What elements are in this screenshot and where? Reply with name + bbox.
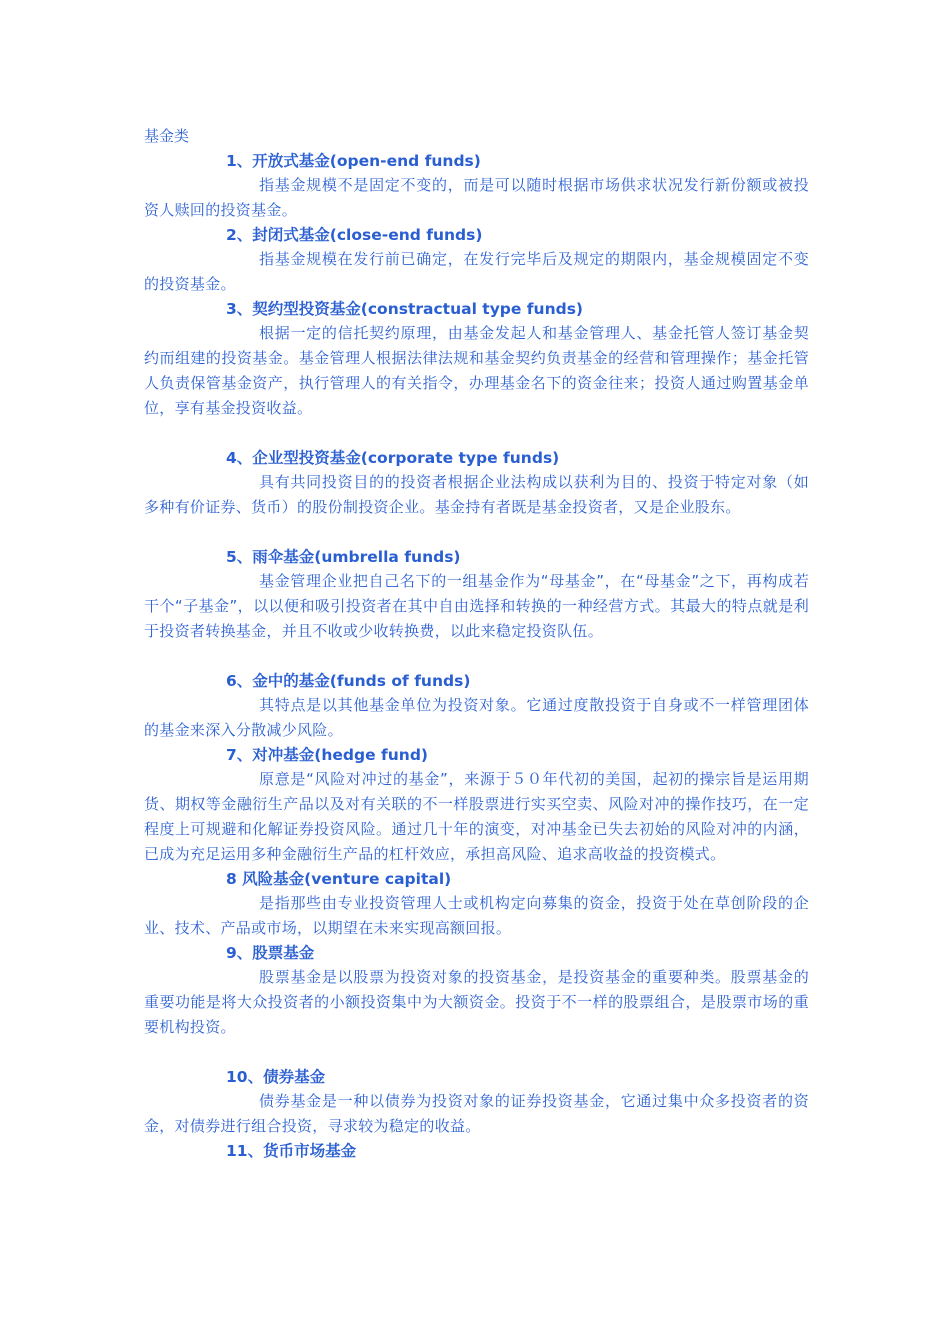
section-money-market-fund	[144, 1139, 809, 1163]
section-heading: 7、对冲基金(hedge fund)	[226, 746, 429, 764]
blank-line	[144, 1040, 809, 1065]
section-venture-capital	[144, 867, 809, 941]
section-umbrella-funds	[144, 545, 809, 644]
document-page	[144, 124, 809, 1163]
section-heading: 4、企业型投资基金(corporate type funds)	[226, 449, 560, 467]
section-contractual-funds	[144, 297, 809, 421]
section-heading: 1、开放式基金(open-end funds)	[226, 152, 481, 170]
section-paragraph: 其特点是以其他基金单位为投资对象。它通过度散投资于自身或不一样管理团体的基金来深入分散减少风险。	[144, 696, 809, 739]
category-title: 基金类	[144, 127, 190, 145]
section-heading: 6、金中的基金(funds of funds)	[226, 672, 471, 690]
section-open-end-funds	[144, 149, 809, 223]
section-paragraph: 是指那些由专业投资管理人士或机构定向募集的资金，投资于处在草创阶段的企业、技术、产品或市场，以期望在未来实现高额回报。	[144, 894, 809, 937]
section-stock-fund	[144, 941, 809, 1040]
blank-line	[144, 421, 809, 446]
section-heading: 11、货币市场基金	[226, 1142, 357, 1160]
section-funds-of-funds	[144, 669, 809, 743]
section-hedge-fund	[144, 743, 809, 867]
section-close-end-funds	[144, 223, 809, 297]
section-paragraph: 指基金规模不是固定不变的，而是可以随时根据市场供求状况发行新份额或被投资人赎回的投资基金。	[144, 176, 809, 219]
section-paragraph: 基金管理企业把自己名下的一组基金作为“母基金”，在“母基金”之下，再构成若干个“子基金”，以以便和吸引投资者在其中自由选择和转换的一种经营方式。其最大的特点就是利于投资者转换基金，并且不收或少收转换费，以此来稳定投资队伍。	[144, 572, 809, 640]
section-paragraph: 指基金规模在发行前已确定，在发行完毕后及规定的期限内，基金规模固定不变的投资基金。	[144, 250, 809, 293]
section-paragraph: 股票基金是以股票为投资对象的投资基金，是投资基金的重要种类。股票基金的重要功能是将大众投资者的小额投资集中为大额资金。投资于不一样的股票组合，是股票市场的重要机构投资。	[144, 968, 809, 1036]
section-corporate-funds	[144, 446, 809, 520]
section-paragraph: 原意是“风险对冲过的基金”，来源于５０年代初的美国，起初的操宗旨是运用期货、期权等金融衍生产品以及对有关联的不一样股票进行实买空卖、风险对冲的操作技巧，在一定程度上可规避和化解证券投资风险。通过几十年的演变，对冲基金已失去初始的风险对冲的内涵，已成为充足运用多种金融衍生产品的杠杆效应，承担高风险、追求高收益的投资模式。	[144, 770, 809, 863]
section-heading: 3、契约型投资基金(constractual type funds)	[226, 300, 584, 318]
section-paragraph: 根据一定的信托契约原理，由基金发起人和基金管理人、基金托管人签订基金契约而组建的投资基金。基金管理人根据法律法规和基金契约负责基金的经营和管理操作；基金托管人负责保管基金资产，执行管理人的有关指令，办理基金名下的资金往来；投资人通过购置基金单位，享有基金投资收益。	[144, 324, 809, 417]
section-heading: 2、封闭式基金(close-end funds)	[226, 226, 483, 244]
blank-line	[144, 520, 809, 545]
section-paragraph: 具有共同投资目的的投资者根据企业法构成以获利为目的、投资于特定对象（如多种有价证券、货币）的股份制投资企业。基金持有者既是基金投资者，又是企业股东。	[144, 473, 809, 516]
section-heading: 5、雨伞基金(umbrella funds)	[226, 548, 461, 566]
section-bond-fund	[144, 1065, 809, 1139]
section-heading: 8 风险基金(venture capital)	[226, 870, 452, 888]
section-paragraph: 债券基金是一种以债券为投资对象的证券投资基金，它通过集中众多投资者的资金，对债券进行组合投资，寻求较为稳定的收益。	[144, 1092, 809, 1135]
section-heading: 9、股票基金	[226, 944, 315, 962]
blank-line	[144, 644, 809, 669]
section-heading: 10、债券基金	[226, 1068, 326, 1086]
